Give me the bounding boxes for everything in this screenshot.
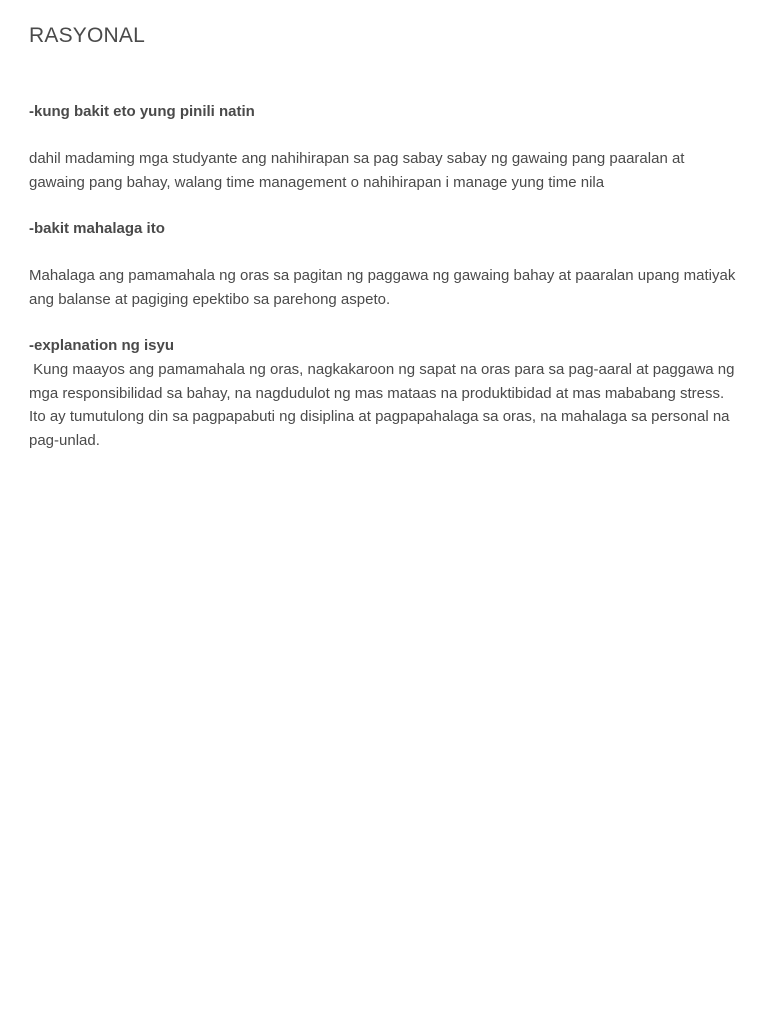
section-body-importance: Mahalaga ang pamamahala ng oras sa pagitan ng paggawa ng gawaing bahay at paaralan upang matiyak ang balanse at pagiging epektibo sa parehong aspeto. [29, 267, 740, 308]
section-body-reason: dahil madaming mga studyante ang nahihirapan sa pag sabay sabay ng gawaing pang paaralan at gawaing pang bahay, walang time management o nahihirapan i manage yung time nila [29, 150, 689, 191]
section-heading-importance: -bakit mahalaga ito [29, 220, 165, 237]
document-title: RASYONAL [29, 24, 145, 47]
document-page [29, 22, 741, 452]
section-heading-reason: -kung bakit eto yung pinili natin [29, 103, 255, 120]
section-body-explanation: Kung maayos ang pamamahala ng oras, nagkakaroon ng sapat na oras para sa pag-aaral at paggawa ng mga responsibilidad sa bahay, na nagdudulot ng mas mataas na produktibidad at mas mababang stress. Ito ay tumutulong din sa pagpapabuti ng disiplina at pagpapahalaga sa oras, na mahalaga sa personal na pag-unlad. [29, 361, 739, 449]
section-heading-explanation: -explanation ng isyu [29, 337, 175, 354]
